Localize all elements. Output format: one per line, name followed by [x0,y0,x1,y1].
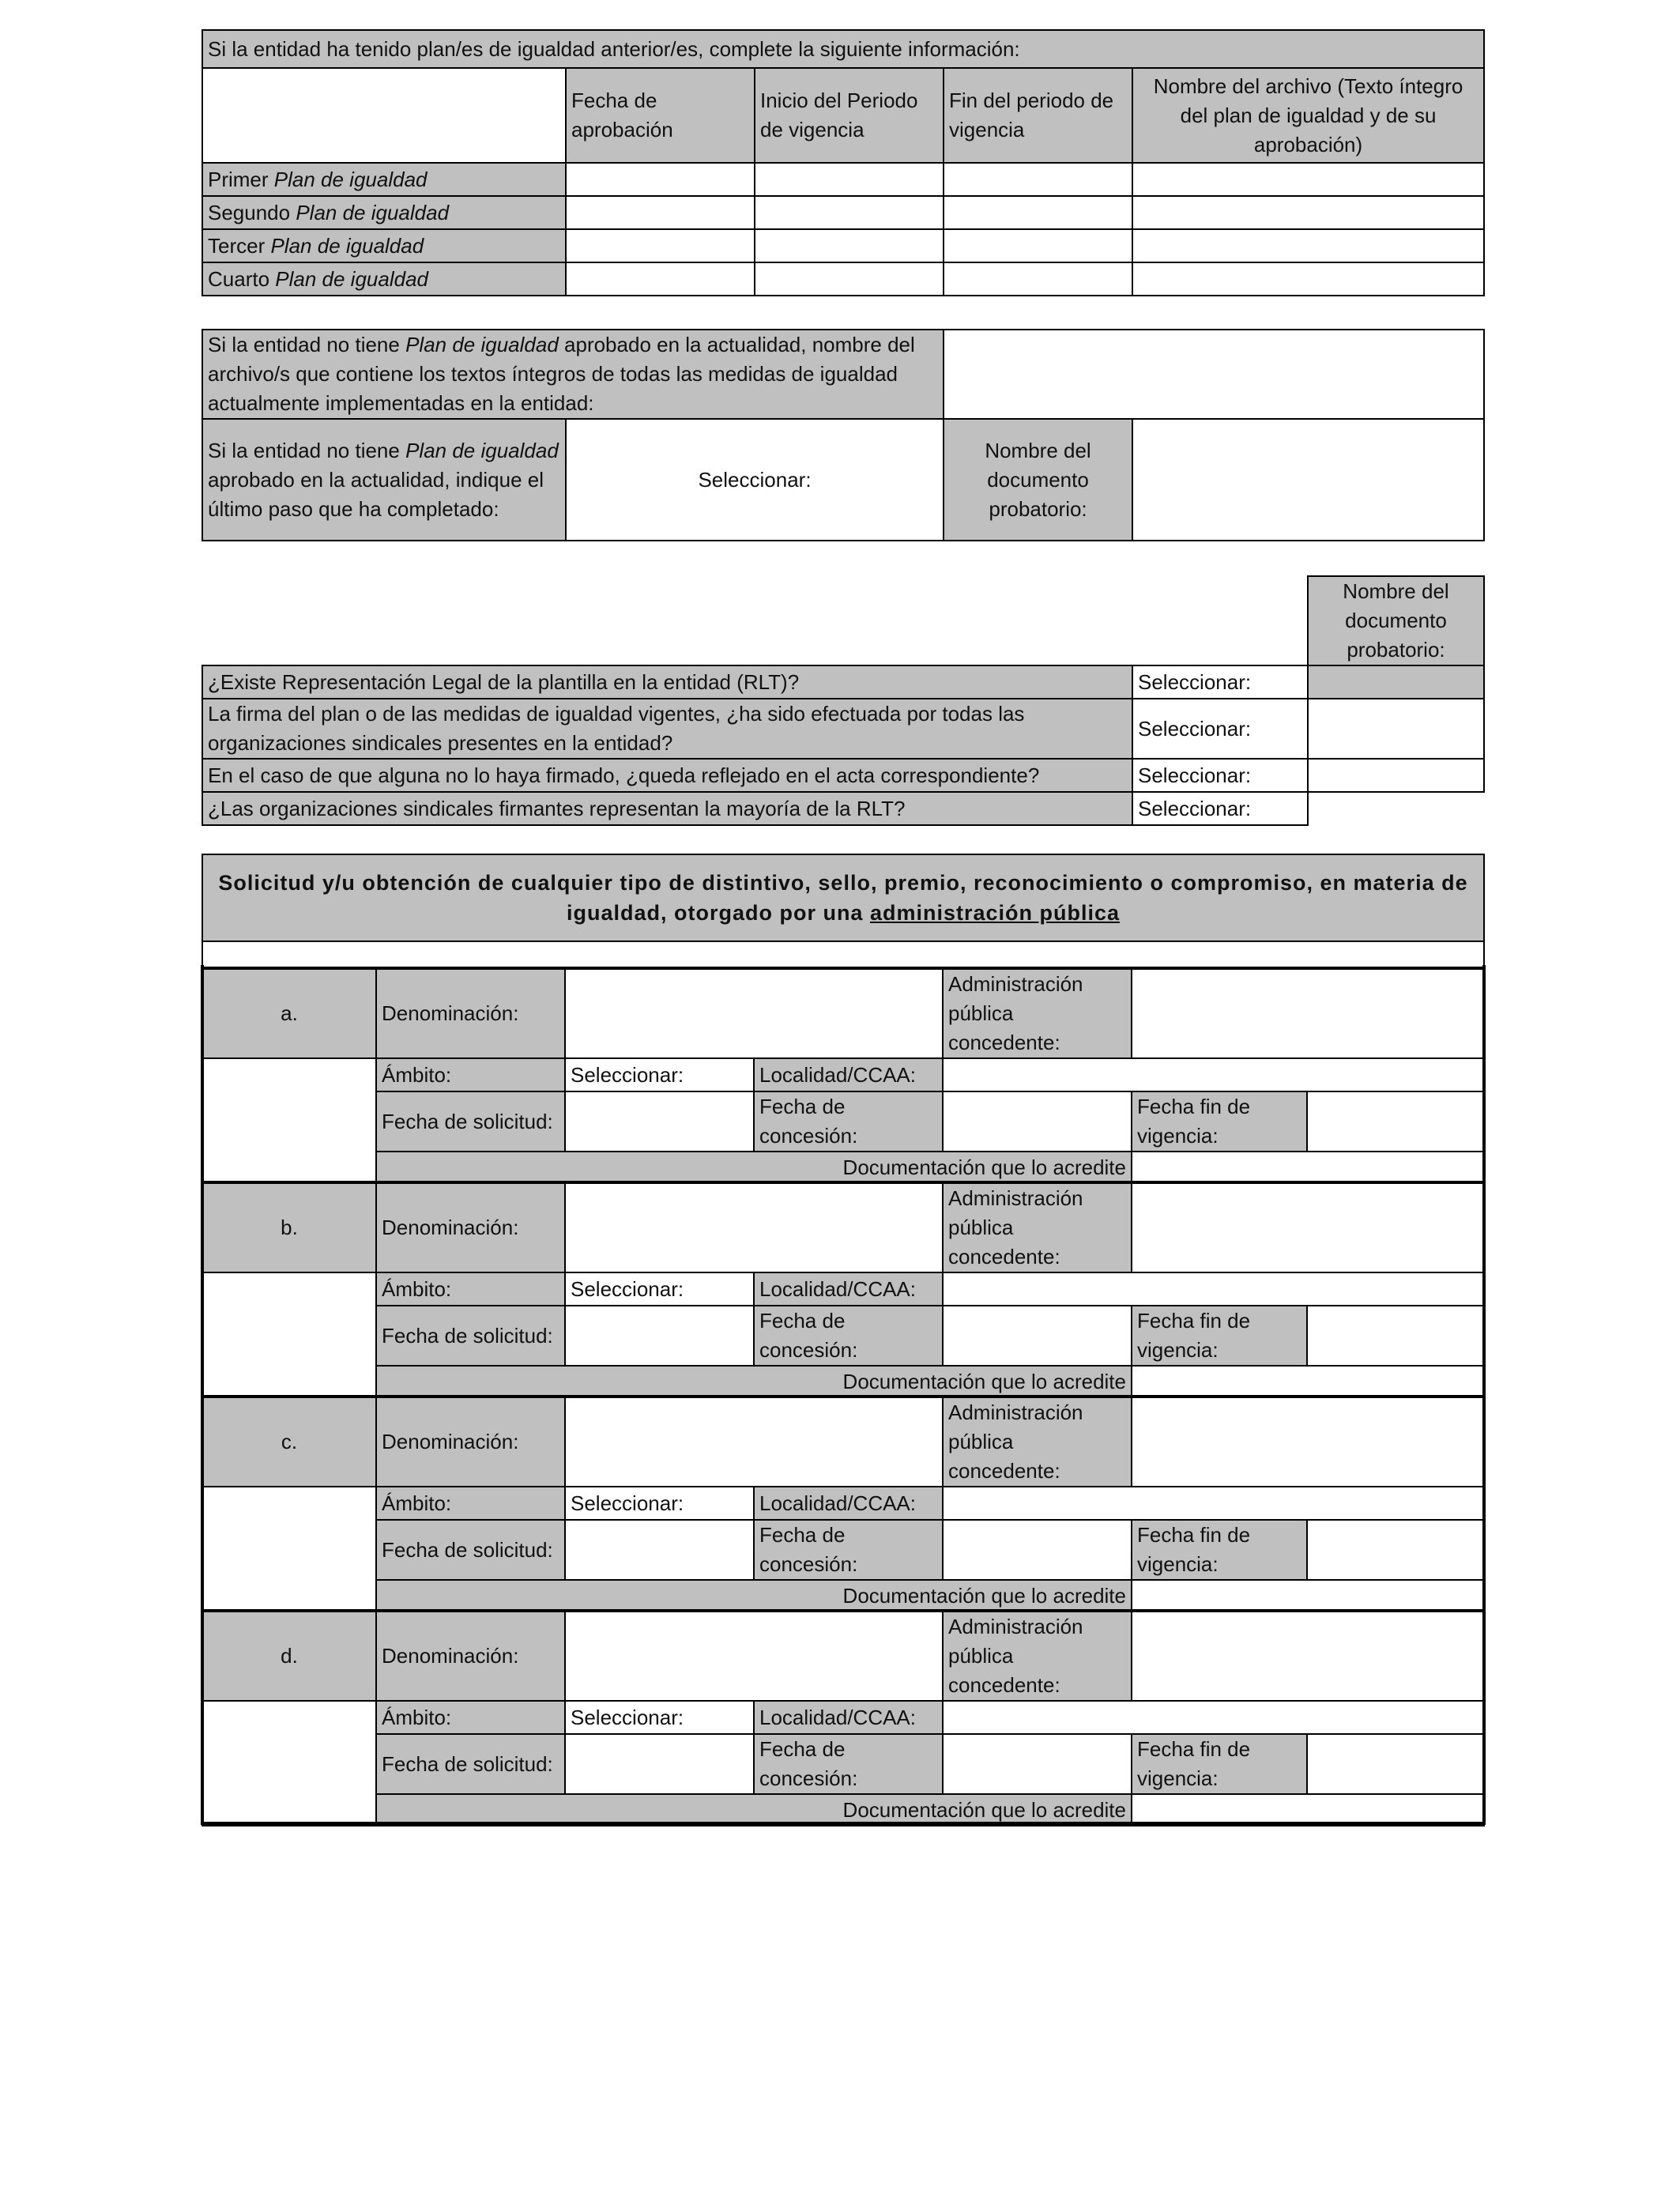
col-end: Fin del periodo de vigencia [944,68,1132,163]
rlt-empty [1308,792,1484,825]
fecha-solicitud-field[interactable] [565,1306,754,1366]
block-letter: c. [202,1397,376,1487]
file-name-field[interactable] [1132,229,1484,262]
documentacion-field[interactable] [1132,1580,1484,1612]
doc-name-field[interactable] [1132,419,1484,541]
fecha-concesion-label: Fecha de concesión: [754,1091,943,1152]
ambito-select[interactable]: Seleccionar: [565,1272,754,1306]
plan-row-label: Primer Plan de igualdad [202,163,566,196]
end-field[interactable] [944,262,1132,296]
fecha-solicitud-label: Fecha de solicitud: [376,1306,565,1366]
rlt-blank-header [202,576,1308,665]
block-letter: d. [202,1611,376,1701]
plan-row-label: Tercer Plan de igualdad [202,229,566,262]
ambito-label: Ámbito: [376,1272,565,1306]
rlt-select[interactable]: Seleccionar: [1132,792,1308,825]
documentacion-label: Documentación que lo acredite [376,1366,1132,1397]
ambito-label: Ámbito: [376,1701,565,1734]
fecha-solicitud-field[interactable] [565,1734,754,1794]
rlt-doc-field[interactable] [1308,759,1484,792]
ambito-select[interactable]: Seleccionar: [565,1701,754,1734]
rlt-question: ¿Existe Representación Legal de la plantilla en la entidad (RLT)? [202,665,1132,699]
fecha-fin-field[interactable] [1307,1520,1484,1580]
approval-date-field[interactable] [566,196,755,229]
admin-label: Administración pública concedente: [943,968,1132,1058]
start-field[interactable] [755,229,944,262]
fecha-concesion-label: Fecha de concesión: [754,1306,943,1366]
previous-plans-table [202,29,1485,296]
admin-field[interactable] [1132,1397,1484,1487]
block-blank [202,1058,376,1183]
admin-field[interactable] [1132,1182,1484,1272]
fecha-concesion-field[interactable] [943,1306,1132,1366]
file-name-field[interactable] [1132,196,1484,229]
fecha-fin-label: Fecha fin de vigencia: [1132,1734,1307,1794]
step-select[interactable]: Seleccionar: [566,419,944,541]
fecha-fin-label: Fecha fin de vigencia: [1132,1091,1307,1152]
rlt-select[interactable]: Seleccionar: [1132,665,1308,699]
fecha-concesion-field[interactable] [943,1734,1132,1794]
col-start: Inicio del Periodo de vigencia [755,68,944,163]
localidad-field[interactable] [943,1487,1484,1520]
approval-date-field[interactable] [566,163,755,196]
approval-date-field[interactable] [566,229,755,262]
fecha-fin-field[interactable] [1307,1734,1484,1794]
distinction-block [202,1609,1485,1826]
no-plan-step-question: Si la entidad no tiene Plan de igualdad aprobado en la actualidad, indique el último paso que ha completado: [202,419,566,541]
doc-name-label: Nombre del documento probatorio: [944,419,1132,541]
end-field[interactable] [944,196,1132,229]
fecha-concesion-field[interactable] [943,1091,1132,1152]
rlt-question: ¿Las organizaciones sindicales firmantes representan la mayoría de la RLT? [202,792,1132,825]
rlt-table [202,575,1485,826]
fecha-solicitud-label: Fecha de solicitud: [376,1734,565,1794]
denominacion-field[interactable] [565,1611,943,1701]
fecha-concesion-label: Fecha de concesión: [754,1734,943,1794]
plan-row-label: Cuarto Plan de igualdad [202,262,566,296]
rlt-question: En el caso de que alguna no lo haya firmado, ¿queda reflejado en el acta correspondiente? [202,759,1132,792]
fecha-fin-field[interactable] [1307,1306,1484,1366]
fecha-fin-field[interactable] [1307,1091,1484,1152]
no-plan-files-question: Si la entidad no tiene Plan de igualdad aprobado en la actualidad, nombre del archivo/s que contiene los textos íntegros de todas las medidas de igualdad actualmente implementadas en la entidad: [202,330,944,419]
rlt-doc-header: Nombre del documento probatorio: [1308,576,1484,665]
ambito-select[interactable]: Seleccionar: [565,1487,754,1520]
fecha-concesion-label: Fecha de concesión: [754,1520,943,1580]
col-approval-date: Fecha de aprobación [566,68,755,163]
localidad-label: Localidad/CCAA: [754,1058,943,1091]
block-letter: b. [202,1182,376,1272]
distinctions-title-table [202,854,1485,969]
approval-date-field[interactable] [566,262,755,296]
rlt-question: La firma del plan o de las medidas de igualdad vigentes, ¿ha sido efectuada por todas las organizaciones sindicales presentes en la entidad? [202,699,1132,759]
start-field[interactable] [755,163,944,196]
documentacion-label: Documentación que lo acredite [376,1794,1132,1826]
ambito-label: Ámbito: [376,1058,565,1091]
empty-corner-cell [202,68,566,163]
ambito-select[interactable]: Seleccionar: [565,1058,754,1091]
admin-label: Administración pública concedente: [943,1182,1132,1272]
block-blank [202,1272,376,1397]
localidad-label: Localidad/CCAA: [754,1272,943,1306]
title-spacer [202,941,1484,968]
block-blank [202,1701,376,1826]
admin-field[interactable] [1132,1611,1484,1701]
distinction-block [202,1395,1485,1612]
localidad-label: Localidad/CCAA: [754,1701,943,1734]
admin-field[interactable] [1132,968,1484,1058]
denominacion-label: Denominación: [376,968,565,1058]
fecha-solicitud-field[interactable] [565,1520,754,1580]
rlt-doc-field[interactable] [1308,665,1484,699]
denominacion-label: Denominación: [376,1397,565,1487]
admin-label: Administración pública concedente: [943,1611,1132,1701]
distinctions-title: Solicitud y/u obtención de cualquier tipo de distintivo, sello, premio, reconocimiento o compromiso, en materia de igualdad, otorgado por una administración pública [202,854,1484,941]
rlt-select[interactable]: Seleccionar: [1132,699,1308,759]
rlt-doc-field[interactable] [1308,699,1484,759]
file-name-field[interactable] [1132,262,1484,296]
end-field[interactable] [944,229,1132,262]
documentacion-field[interactable] [1132,1152,1484,1183]
documentacion-label: Documentación que lo acredite [376,1580,1132,1612]
file-name-field[interactable] [1132,163,1484,196]
localidad-label: Localidad/CCAA: [754,1487,943,1520]
no-plan-table [202,329,1485,541]
denominacion-label: Denominación: [376,1182,565,1272]
admin-label: Administración pública concedente: [943,1397,1132,1487]
plan-row-label: Segundo Plan de igualdad [202,196,566,229]
documentacion-field[interactable] [1132,1366,1484,1397]
distinction-block [202,967,1485,1184]
start-field[interactable] [755,196,944,229]
fecha-solicitud-field[interactable] [565,1091,754,1152]
distinction-block [202,1181,1485,1398]
rlt-select[interactable]: Seleccionar: [1132,759,1308,792]
block-blank [202,1487,376,1612]
fecha-solicitud-label: Fecha de solicitud: [376,1091,565,1152]
fecha-fin-label: Fecha fin de vigencia: [1132,1306,1307,1366]
start-field[interactable] [755,262,944,296]
documentacion-label: Documentación que lo acredite [376,1152,1132,1183]
fecha-fin-label: Fecha fin de vigencia: [1132,1520,1307,1580]
denominacion-field[interactable] [565,1397,943,1487]
denominacion-field[interactable] [565,1182,943,1272]
denominacion-field[interactable] [565,968,943,1058]
localidad-field[interactable] [943,1272,1484,1306]
col-file-name: Nombre del archivo (Texto íntegro del plan de igualdad y de su aprobación) [1132,68,1484,163]
ambito-label: Ámbito: [376,1487,565,1520]
end-field[interactable] [944,163,1132,196]
denominacion-label: Denominación: [376,1611,565,1701]
previous-plans-header: Si la entidad ha tenido plan/es de igualdad anterior/es, complete la siguiente información: [202,30,1484,68]
block-letter: a. [202,968,376,1058]
no-plan-files-field[interactable] [944,330,1484,419]
fecha-solicitud-label: Fecha de solicitud: [376,1520,565,1580]
documentacion-field[interactable] [1132,1794,1484,1826]
localidad-field[interactable] [943,1701,1484,1734]
localidad-field[interactable] [943,1058,1484,1091]
fecha-concesion-field[interactable] [943,1520,1132,1580]
